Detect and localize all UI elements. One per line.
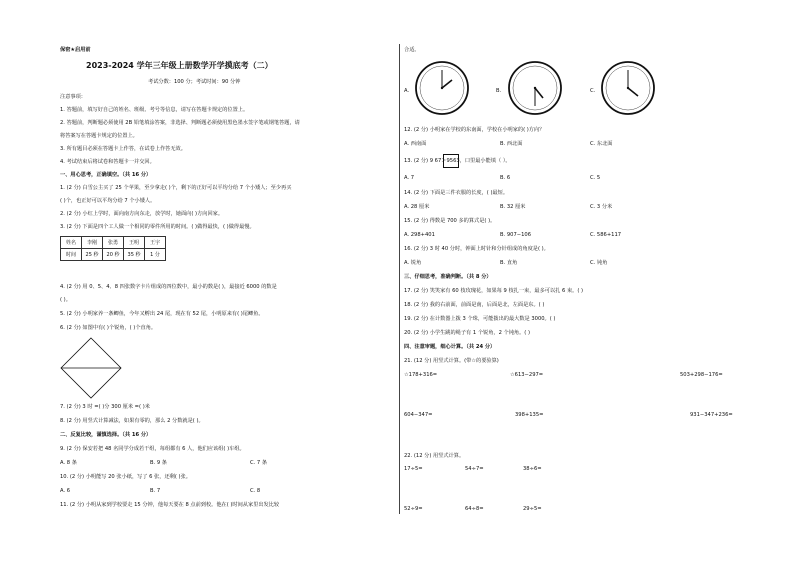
q13-option-a[interactable]: A. 7 [404, 175, 415, 181]
question-16: 16. (2 分) 3 时 40 分时，钟面上时针和分针组成的角度是( )。 [404, 246, 549, 252]
time-table [60, 236, 166, 261]
question-17: 17. (2 分) 笑笑家有 60 枝玫瑰花，如果每 9 枝扎一束，最多可以扎 6 束。( ) [404, 288, 584, 294]
question-1-cont: ( )个，也正好可以平均分给 7 个小矮人。 [60, 198, 156, 204]
question-6: 6. (2 分) 如图中有( )个锐角，( )个直角。 [60, 325, 157, 331]
calc-item: 931−347+236= [690, 412, 733, 418]
clock-a-label: A. [404, 88, 410, 94]
note-3: 3. 所有题目必须在答题卡上作答，在试卷上作答无效。 [60, 146, 186, 152]
clock-a[interactable] [414, 60, 470, 116]
rhombus-figure [60, 337, 122, 399]
question-4: 4. (2 分) 用 0、5、4、8 四张数字卡片组成的四位数中，最小的数是( )，最接近 6000 的数是 [60, 284, 277, 290]
table-row [61, 237, 166, 249]
calc-item: 52÷9= [404, 506, 423, 512]
exam-title: 2023-2024 学年三年级上册数学开学摸底考（二） [86, 61, 273, 70]
q16-option-c[interactable]: C. 钝角 [590, 260, 608, 266]
table-cell: 25 秒 [82, 249, 103, 261]
table-row [61, 249, 166, 261]
calc-item: ☆613−297= [510, 372, 544, 378]
clock-face-icon [414, 60, 470, 116]
clock-b-label: B. [496, 88, 502, 94]
question-7: 7. (2 分) 3 时 =( )分 300 厘米 =( )米 [60, 404, 150, 410]
q14-option-b[interactable]: B. 32 厘米 [500, 204, 526, 210]
table-cell: 20 秒 [103, 249, 124, 261]
q16-option-a[interactable]: A. 锐角 [404, 260, 422, 266]
q15-option-a[interactable]: A. 298+401 [404, 232, 435, 238]
q9-option-c[interactable]: C. 7 条 [250, 460, 268, 466]
table-cell: 姓名 [61, 237, 82, 249]
question-1: 1. (2 分) 白雪公主买了 25 个苹果，至少拿走( )个，剩下的正好可以平均分给 7 个小矮人；至少再买 [60, 185, 292, 191]
question-4-cont: ( )。 [60, 297, 71, 303]
calc-item: ☆178+316= [404, 372, 438, 378]
q12-option-c[interactable]: C. 东北面 [590, 141, 613, 147]
question-18: 18. (2 分) 我的右前面，前面是南，后面是北，左面是东。( ) [404, 302, 545, 308]
question-15: 15. (2 分) 得数是 700 多的算式是( )。 [404, 218, 496, 224]
q15-option-c[interactable]: C. 586+117 [590, 232, 622, 238]
question-22: 22. (12 分) 用竖式计算。 [404, 453, 465, 459]
section2-heading: 二、反复比较，谨慎选择。（共 16 分） [60, 432, 152, 438]
question-19: 19. (2 分) 在计数器上拨 3 个珠，可能拨出的最大数是 3000。( ) [404, 316, 556, 322]
clock-b[interactable] [507, 60, 563, 116]
note-2b: 将答案写在答题卡规定的位置上。 [60, 133, 138, 139]
table-cell: 李刚 [82, 237, 103, 249]
q13-option-b[interactable]: B. 6 [500, 175, 511, 181]
table-cell: 张勇 [103, 237, 124, 249]
q14-option-c[interactable]: C. 3 分米 [590, 204, 613, 210]
table-cell: 王宇 [145, 237, 166, 249]
secret-label: 保密★启用前 [60, 47, 91, 53]
exam-info: 考试分数：100 分；考试时间：90 分钟 [148, 79, 241, 85]
question-8: 8. (2 分) 用竖式计算减法，如果有零的，那么 2 分数就是( )。 [60, 418, 204, 424]
section4-heading: 四、注意审题，细心计算。（共 24 分） [404, 344, 496, 350]
calc-item: 54÷7= [465, 466, 484, 472]
question-21: 21. (12 分) 用竖式计算。(带☆的要验算) [404, 358, 499, 364]
note-2: 2. 答题前，判断题必须使用 2B 铅笔填涂答案，非选择、判断题必须使用黑色墨水签字笔或钢笔答题，请 [60, 120, 300, 126]
section1-heading: 一、用心思考，正确填空。（共 16 分） [60, 172, 152, 178]
calc-item: 17÷5= [404, 466, 423, 472]
table-cell: 1 分 [145, 249, 166, 261]
q14-option-a[interactable]: A. 28 厘米 [404, 204, 430, 210]
q16-option-b[interactable]: B. 直角 [500, 260, 518, 266]
clock-c-label: C. [590, 88, 596, 94]
calc-item: 29÷5= [523, 506, 542, 512]
table-cell: 时间 [61, 249, 82, 261]
question-9: 9. (2 分) 保安若把 48 名同学分成若干组，每组都有 6 人，他们应该组( )车组。 [60, 446, 245, 452]
q10-option-a[interactable]: A. 6 [60, 488, 71, 494]
table-cell: 王明 [124, 237, 145, 249]
q10-option-c[interactable]: C. 8 [250, 488, 261, 494]
question-14: 14. (2 分) 下面是三件衣服的长度，( )最短。 [404, 190, 509, 196]
q12-option-b[interactable]: B. 西北面 [500, 141, 523, 147]
q9-option-b[interactable]: B. 9 条 [150, 460, 167, 466]
notes-heading: 注意事项： [60, 94, 86, 100]
calc-item: 38÷6= [523, 466, 542, 472]
q11-cont: 合适。 [404, 47, 420, 53]
clock-c[interactable] [600, 60, 656, 116]
question-10: 10. (2 分) 小明能写 20 张小纸，写了 6 张，还剩( )张。 [60, 474, 191, 480]
calc-item: 398+135= [515, 412, 544, 418]
clock-face-icon [507, 60, 563, 116]
table-cell: 35 秒 [124, 249, 145, 261]
q9-option-a[interactable]: A. 8 条 [60, 460, 77, 466]
question-12: 12. (2 分) 小明家在学校的东南面，学校在小明家的( )方向？ [404, 127, 545, 133]
q15-option-b[interactable]: B. 907−106 [500, 232, 532, 238]
question-5: 5. (2 分) 小明家养一条鲫鱼，今年又孵出 24 尾，现在有 52 尾，小明原来有( )尾鲫鱼。 [60, 311, 264, 317]
note-1: 1. 答题前，填写好自己的姓名、班级、考号等信息，请写在答题卡规定的位置上。 [60, 107, 249, 113]
question-11: 11. (2 分) 小明从家到学校要走 15 分钟，他每天要在 8 点前到校。他在( )时间从家里出发比较 [60, 502, 280, 508]
q10-option-b[interactable]: B. 7 [150, 488, 161, 494]
q13-option-c[interactable]: C. 5 [590, 175, 601, 181]
q12-option-a[interactable]: A. 西南面 [404, 141, 427, 147]
calc-item: 604−347= [404, 412, 433, 418]
column-divider [399, 44, 400, 514]
section3-heading: 三、仔细思考，准确判断。（共 8 分） [404, 274, 492, 280]
note-4: 4. 考试结束后将试卷和答题卡一并交回。 [60, 159, 155, 165]
question-3: 3. (2 分) 下面是四个工人做一个相同的零件所用的时间。( )做得最快，( )做得最慢。 [60, 224, 255, 230]
clock-face-icon [600, 60, 656, 116]
blank-box[interactable] [443, 154, 459, 168]
question-13: 13. (2 分) 9 67＞9563，口里最小能填（ ）。 [404, 158, 511, 164]
question-2: 2. (2 分) 小红上学时，面向南方向东走，放学时，她面向( )方向回家。 [60, 211, 224, 217]
calc-item: 64÷8= [465, 506, 484, 512]
calc-item: 503+298−176= [680, 372, 723, 378]
exam-page [30, 44, 770, 514]
question-20: 20. (2 分) 小学生跳的绳子有 1 个锐角，2 个钝角。( ) [404, 330, 530, 336]
